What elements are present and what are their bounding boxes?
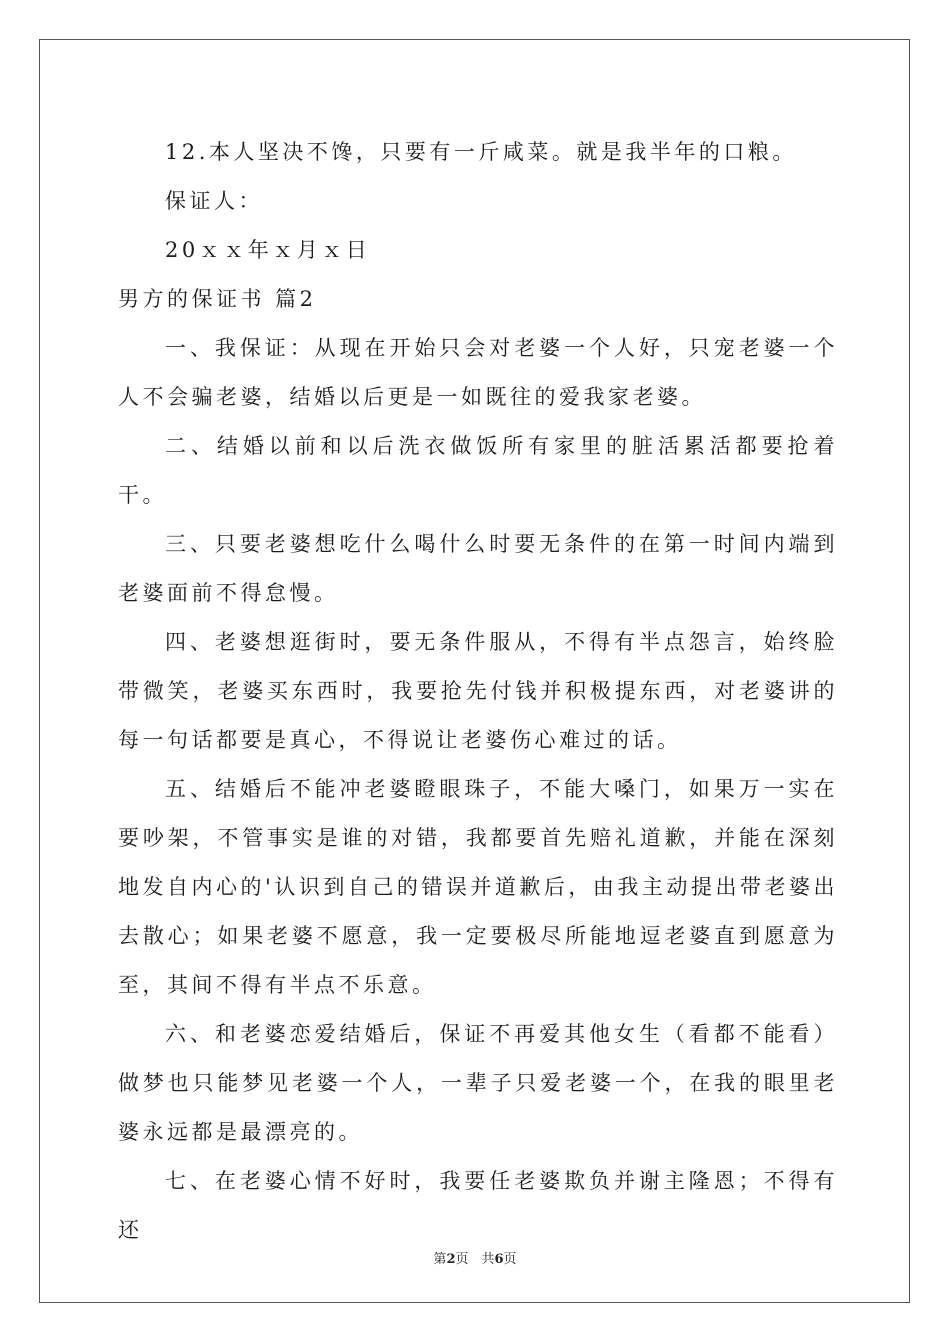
- paragraph-1: 一、我保证：从现在开始只会对老婆一个人好，只宠老婆一个人不会骗老婆，结婚以后更是一如既往的爱我家老婆。: [118, 336, 838, 409]
- paragraph-6: 六、和老婆恋爱结婚后，保证不再爱其他女生（看都不能看）做梦也只能梦见老婆一个人，一辈子只爱老婆一个，在我的眼里老婆永远都是最漂亮的。: [118, 1022, 838, 1144]
- text-line-item-12: 12.本人坚决不馋，只要有一斤咸菜。就是我半年的口粮。: [165, 140, 797, 164]
- paragraph-4: 四、老婆想逛街时，要无条件服从，不得有半点怨言，始终脸带微笑，老婆买东西时，我要抢先付钱并积极提东西，对老婆讲的每一句话都要是真心，不得说让老婆伤心难过的话。: [118, 630, 838, 752]
- page-current: 2: [446, 1252, 456, 1267]
- paragraph-7: 七、在老婆心情不好时，我要任老婆欺负并谢主隆恩；不得有还: [118, 1169, 838, 1242]
- paragraph-5: 五、结婚后不能冲老婆瞪眼珠子，不能大嗓门，如果万一实在要吵架，不管事实是谁的对错，我都要首先赔礼道歉，并能在深刻地发自内心的'认识到自己的错误并道歉后，由我主动提出带老婆出去散心；如果老婆不愿意，我一定要极尽所能地逗老婆直到愿意为至，其间不得有半点不乐意。: [118, 777, 838, 997]
- document-body: [118, 128, 838, 1255]
- page-prefix: 第: [433, 1252, 447, 1267]
- text-line-guarantor: 保证人：: [165, 189, 263, 213]
- paragraph-2: 二、结婚以前和以后洗衣做饭所有家里的脏活累活都要抢着干。: [118, 434, 838, 507]
- page-total: 6: [494, 1252, 504, 1267]
- paragraph-3: 三、只要老婆想吃什么喝什么时要无条件的在第一时间内端到老婆面前不得怠慢。: [118, 532, 838, 605]
- text-line-date: 20ｘｘ年ｘ月ｘ日: [165, 238, 371, 262]
- page-suffix: 页: [503, 1252, 517, 1267]
- section-title: 男方的保证书 篇2: [118, 287, 317, 311]
- page-mid: 页 共: [455, 1252, 495, 1267]
- page-footer: [0, 1248, 950, 1267]
